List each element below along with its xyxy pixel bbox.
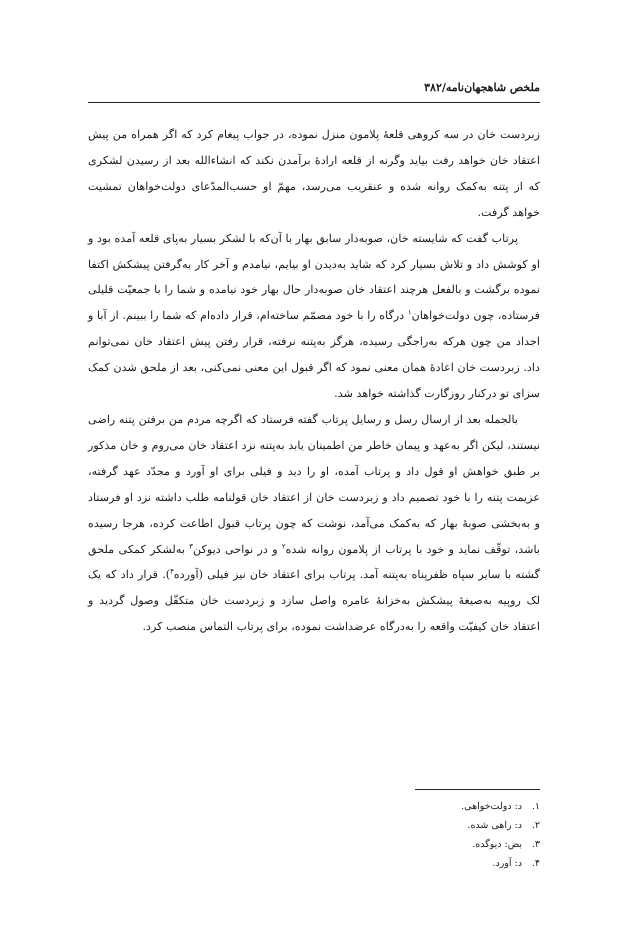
paragraph-3-part-a: بالجمله بعد از ارسال رسل و رسایل پرتاب گفته فرستاد که اگرچه مردم من برفتن پتنه راضی نیستند، لیکن اگر به‌عهد و پیمان خاطر من اطمینان یابد به‌پتنه نزد اعتقاد خان می‌روم و خان مذکور بر طبق خواهش او قول داد و پرتاب آمده، او را دید و فیلی برای او آورد و مجدّد عهد گرفته، عزیمت پتنه را با خود تصمیم داد و زبردست خان از اعتقاد خان قولنامه طلب داشته نزد او فرستاد و به‌بخشی صوبهٔ بهار که به‌کمک می‌آمد، نوشت که چون پرتاب قبول اطاعت کرده، هرجا رسیده باشد، توقّف نماید و خود با پرتاب از پلامون روانه شده xyxy=(88,412,540,556)
footnote-text: د: راهی شده. xyxy=(467,820,522,831)
footnote-4 xyxy=(240,854,540,873)
paragraph-2 xyxy=(88,226,540,407)
footnote-ref-1: ۱ xyxy=(407,308,412,317)
body-text xyxy=(88,122,540,640)
footnote-ref-2: ۲ xyxy=(281,541,286,550)
paragraph-2-part-b: درگاه را با خود مصمّم ساخته‌ام، قرار داده‌ام که شما را ببینم. از آبا و اجداد من چون هرکه به‌راجگی رسیده، هرگز به‌پتنه نرفته، قرار رفتن پیش اعتقاد خان نمی‌توانم داد. زبردست خان اعادهٔ همان معنی نمود که اگر قبول این معنی نمی‌کنی، بعد از ملحق شدن کمک سزای تو درکنار روزگارت گذاشته خواهد شد. xyxy=(88,309,540,401)
footnote-ref-4: ۴ xyxy=(170,567,174,576)
paragraph-3 xyxy=(88,407,540,640)
paragraph-3-part-d: ). قرار داد که یک لک روپیه به‌صیغهٔ پیشکش به‌خزانهٔ عامره واصل سازد و زبردست خان متکفّل وصول گردید و اعتقاد خان کیفیّت واقعه را به‌درگاه عرضداشت نموده، برای پرتاب التماس منصب کرد. xyxy=(88,568,540,634)
running-header: ملخص شاهجهان‌نامه/۳۸۲ xyxy=(424,81,540,94)
footnote-number: ۴. xyxy=(531,858,540,869)
footnote-1 xyxy=(240,797,540,816)
footnote-divider xyxy=(415,789,540,790)
paragraph-2-part-a: پرتاب گفت که شایسته خان، صوبه‌دار سابق بهار با آن‌که با لشکر بسیار به‌پای قلعه آمده بود و او کوشش داد و تلاش بسیار کرد که شاید به‌دیدن او بیایم، نیامدم و آخر کار به‌گرفتن پیشکش اکتفا نموده برگشت و بالفعل هرچند اعتقاد خان صوبه‌دار حال بهار خود نیامده و شما را با جمعیّت قلیلی فرستاده، چون دولت‌خواهان xyxy=(88,231,541,323)
footnote-number: ۱. xyxy=(531,801,540,812)
footnote-ref-3: ۳ xyxy=(189,541,194,550)
footnote-text: بض: دیوگده. xyxy=(472,839,522,850)
footnote-2 xyxy=(240,816,540,835)
footnote-3 xyxy=(240,835,540,854)
paragraph-3-part-b: و در نواحی دیوکن xyxy=(193,542,282,556)
footnotes xyxy=(240,797,540,873)
footnote-text: د: آورد. xyxy=(492,858,522,869)
paragraph-1: زبردست خان در سه کروهی قلعهٔ پلامون منزل نموده، در جواب پیغام کرد که اگر همراه من پیش اعتقاد خان خواهد رفت بیاید وگرنه از قلعه ارادهٔ برآمدن نکند که انشاءالله بعد از رسیدن لشکری که از پتنه به‌کمک روانه شده و عنقریب می‌رسد، مهمّ او حسب‌المدّعای دولت‌خواهان تمشیت خواهد گرفت. xyxy=(88,128,540,219)
footnote-number: ۲. xyxy=(531,820,540,831)
header-divider xyxy=(88,102,540,103)
footnote-number: ۳. xyxy=(531,839,540,850)
paragraph-3-part-c: به‌لشکر کمکی ملحق گشته با سایر سپاه ظفرپناه به‌پتنه آمد. پرتاب برای اعتقاد خان نیز فیلی (آورده xyxy=(88,542,540,582)
footnote-text: د: دولت‌خواهی. xyxy=(461,801,522,812)
